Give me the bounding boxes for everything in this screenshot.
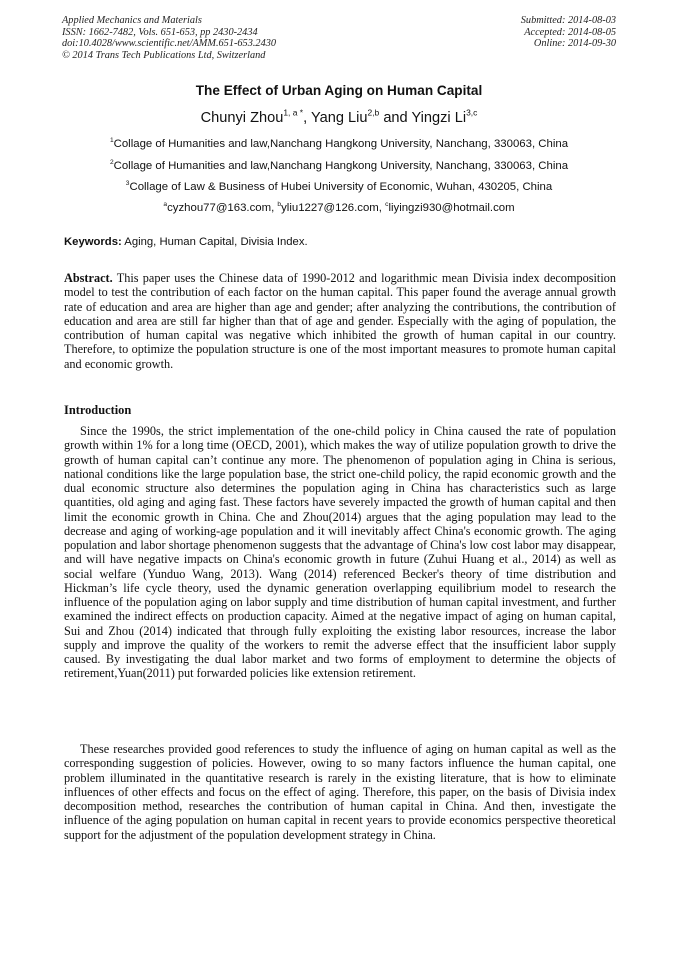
affiliation-marker: 3 — [125, 180, 130, 188]
author-separator: and — [379, 110, 412, 126]
author-separator: , — [303, 110, 311, 126]
journal-name: Applied Mechanics and Materials — [62, 15, 202, 26]
email-link[interactable]: liyingzi930@hotmail.com — [388, 202, 515, 214]
keywords — [64, 236, 616, 248]
doi: doi:10.4028/www.scientific.net/AMM.651-653.2430 — [62, 38, 277, 50]
journal-info — [62, 15, 276, 61]
affiliation-2 — [0, 160, 678, 172]
copyright: © 2014 Trans Tech Publications Ltd, Switzerland — [62, 49, 266, 61]
affiliation-text: Collage of Law & Business of Hubei University of Economic, Wuhan, 430205, China — [129, 181, 553, 193]
keywords-label: Keywords: — [64, 236, 122, 248]
affiliation-3 — [0, 181, 678, 193]
author-superscript: 1, a * — [283, 107, 304, 118]
email-link[interactable]: yliu1227@126.com, — [281, 202, 386, 214]
online-date: Online: 2014-09-30 — [533, 38, 616, 50]
author-superscript: 3,c — [466, 107, 478, 118]
affiliation-text: Collage of Humanities and law,Nanchang Hangkong University, Nanchang, 330063, China — [113, 138, 569, 150]
introduction-paragraph-2: These researches provided good references to study the influence of aging on human capital as well as the corresponding suggestion of policies. However, owing to so many factors influence the human capital, one problem illuminated in the quantitative research is rarely in the existing literature, that is how to eliminate influences of other effects and focus on the effect of aging. Therefore, this paper, on the basis of Divisia index decomposition method, researches the contribution of human capital in China. And then, investigate the influence of the aging population on human capital in recent years to provide economics perspective theoretical support for the adjustment of the population development strategy in China. — [64, 742, 616, 842]
accepted-date: Accepted: 2014-08-05 — [524, 26, 616, 38]
email-marker: c — [385, 201, 389, 209]
email-marker: b — [277, 201, 282, 209]
author-superscript: 2,b — [367, 107, 380, 118]
affiliation-1 — [0, 138, 678, 150]
author-name: Chunyi Zhou — [200, 110, 284, 126]
issn: ISSN: 1662-7482, Vols. 651-653, pp 2430-2434 — [62, 26, 258, 38]
abstract-label: Abstract. — [64, 271, 113, 285]
abstract — [64, 271, 616, 371]
affiliation-marker: 1 — [109, 137, 114, 145]
email-marker: a — [163, 201, 168, 209]
email-link[interactable]: cyzhou77@163.com, — [167, 202, 278, 214]
affiliation-text: Collage of Humanities and law,Nanchang Hangkong University, Nanchang, 330063, China — [113, 160, 569, 172]
publication-dates — [521, 15, 616, 50]
author-list — [0, 107, 678, 126]
author-name: Yingzi Li — [411, 110, 467, 126]
section-heading-introduction: Introduction — [64, 403, 132, 417]
introduction-paragraph-1: Since the 1990s, the strict implementation of the one-child policy in China caused the rate of population growth within 1% for a long time (OECD, 2001), which makes the way of utilize population growth to drive the growth of human capital can’t continue any more. The phenomenon of population aging in China is serious, national conditions like the large population base, the strict one-child policy, the rapid economic growth and the dual economic structure also determines the population aging in China has characteristics such as large quantities, old aging and aging fast. These factors have severely impacted the growth of human capital and then limit the economic growth in China. Che and Zhou(2014) argues that the aging population may lead to the decrease and aging of working-age population and it will inevitably affect China's economic growth. The aging population and labor shortage phenomenon suggests that the advantage of China's low cost labor may disappear, and will have negative impacts on China's economic growth in future (Zuhui Huang et al., 2014) as well as social welfare (Yunduo Wang, 2013). Wang (2014) referenced Becker's theory of time distribution and Hickman’s life cycle theory, used the dynamic generation overlapping equilibrium model to research the influence of the population aging on labor supply and time distribution of human capital investment, and further examined the indirect effects on production capacity. Aimed at the negative impact of aging on human capital, Sui and Zhou (2014) indicated that through fully exploiting the existing labor resources, increase the labor supply and improve the quality of the workers to remit the adverse effect that the insufficient labor supply caused. By investigating the dual labor market and two forms of employment to determine the objects of retirement,Yuan(2011) put forwarded policies like extension retirement. — [64, 424, 616, 681]
affiliation-marker: 2 — [109, 159, 114, 167]
abstract-text: This paper uses the Chinese data of 1990-2012 and logarithmic mean Divisia index decomposition model to test the contribution of each factor on the human capital. This paper found the average annual growth rate of education and area are higher than age and gender; after analyzing the contributions, the contribution of education and area are still far higher than that of age and gender. Especially with the aging of population, the contribution of human capital was negative which inhibited the growth of human capital in our country. Therefore, to optimize the population structure is one of the most important measures to promote human capital and economic growth. — [64, 271, 616, 371]
submitted-date: Submitted: 2014-08-03 — [520, 15, 616, 26]
paper-title: The Effect of Urban Aging on Human Capital — [195, 83, 483, 98]
author-emails — [0, 202, 678, 214]
author-name: Yang Liu — [310, 110, 368, 126]
keywords-text: Aging, Human Capital, Divisia Index. — [121, 236, 308, 248]
